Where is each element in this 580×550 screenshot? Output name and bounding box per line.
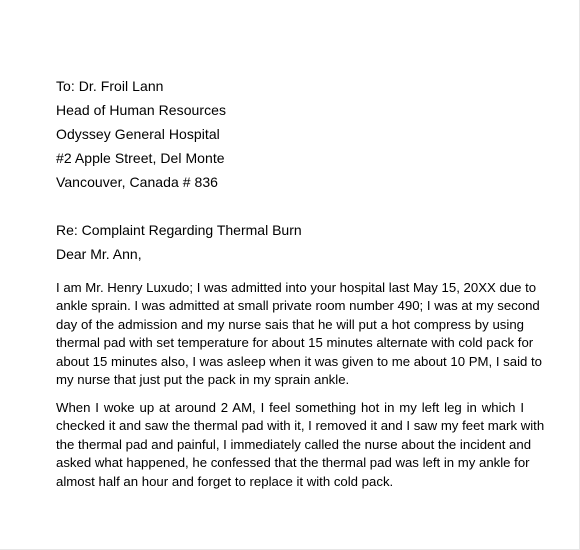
recipient-city: Vancouver, Canada # 836 (56, 174, 219, 190)
paragraph-line: ankle sprain. I was admitted at small private room number 490; I was at my second (56, 298, 540, 314)
paragraph-line: I am Mr. Henry Luxudo; I was admitted into your hospital last May 15, 20XX due to (56, 280, 537, 295)
body-paragraph-2 (56, 399, 545, 491)
recipient-address-block (56, 74, 226, 194)
paragraph-line: day of the admission and my nurse sais that he will put a hot compress by using (56, 316, 524, 332)
recipient-name: To: Dr. Froil Lann (56, 78, 164, 94)
paragraph-line: When I woke up at around 2 AM, I feel something hot in my left leg in which I (56, 400, 524, 415)
body-paragraph-1 (56, 279, 543, 389)
recipient-organization: Odyssey General Hospital (56, 126, 220, 142)
paragraph-line: my nurse that just put the pack in my sprain ankle. (56, 372, 350, 388)
letter-subject: Re: Complaint Regarding Thermal Burn (56, 222, 302, 238)
recipient-title: Head of Human Resources (56, 102, 227, 118)
paragraph-line: checked it and saw the thermal pad with it, I removed it and I saw my feet mark with (56, 418, 545, 434)
paragraph-line: asked what happened, he confessed that the thermal pad was left in my ankle for (56, 455, 530, 471)
paragraph-line: thermal pad with set temperature for about 15 minutes alternate with cold pack for (56, 335, 534, 351)
recipient-street: #2 Apple Street, Del Monte (56, 150, 225, 166)
paragraph-line: the thermal pad and painful, I immediately called the nurse about the incident and (56, 436, 532, 452)
letter-salutation: Dear Mr. Ann, (56, 246, 142, 262)
paragraph-line: about 15 minutes also, I was asleep when it was given to me about 10 PM, I said to (56, 353, 543, 369)
paragraph-line: almost half an hour and forget to replace it with cold pack. (56, 473, 394, 489)
